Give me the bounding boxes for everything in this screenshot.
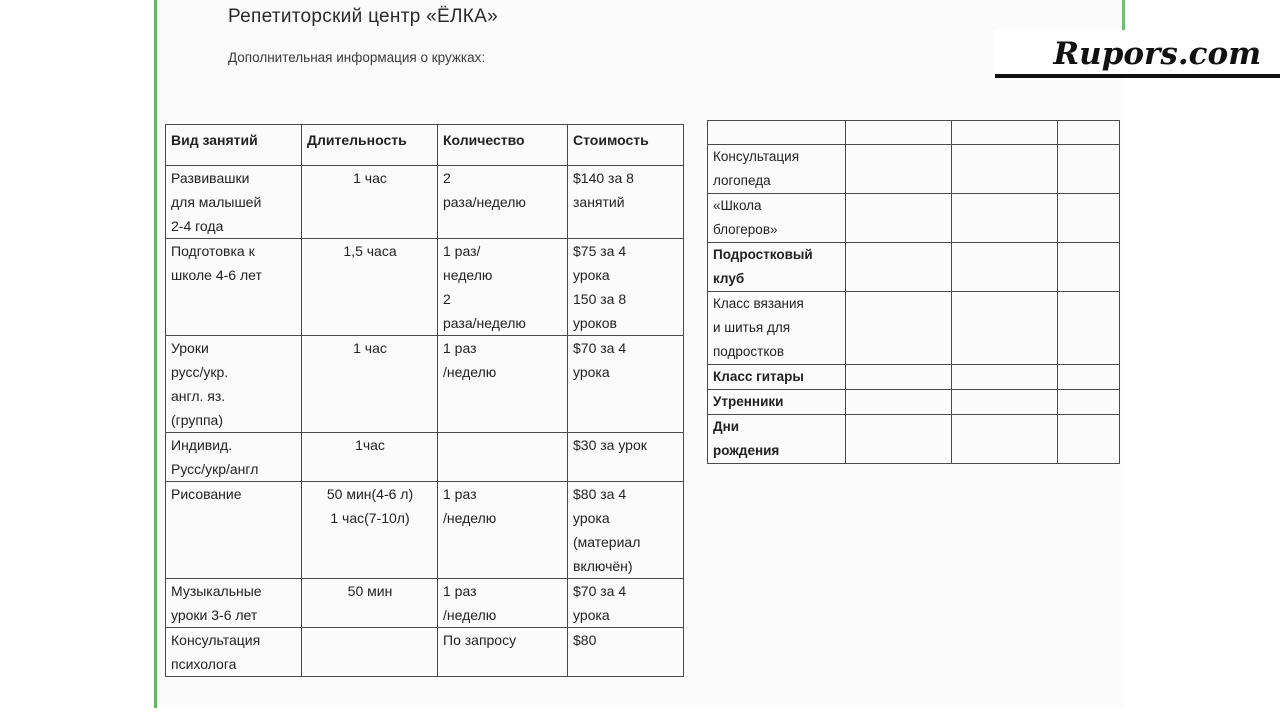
empty-cell: [952, 292, 1058, 365]
cell-activity: Подготовка к школе 4-6 лет: [166, 239, 302, 336]
table-row: [708, 243, 1120, 292]
document-subtitle: Дополнительная информация о кружках:: [228, 50, 486, 65]
table-row: [166, 239, 684, 336]
empty-cell: [846, 145, 952, 194]
empty-cell: [952, 365, 1058, 390]
table-row: [166, 166, 684, 239]
cell-price: $75 за 4 урока 150 за 8 уроков: [568, 239, 684, 336]
header-cell-duration: Длительность: [302, 125, 438, 166]
cell-activity: Музыкальные уроки 3-6 лет: [166, 579, 302, 628]
empty-cell: [1058, 390, 1120, 415]
pricing-table: [165, 124, 684, 677]
table-row: [708, 292, 1120, 365]
cell-price: $80 за 4 урока (материал включён): [568, 482, 684, 579]
cell-duration: 50 мин: [302, 579, 438, 628]
cell-quantity: 1 раз /неделю: [438, 482, 568, 579]
table-row: [708, 365, 1120, 390]
service-name-cell: «Школа блогеров»: [708, 194, 846, 243]
empty-cell: [846, 292, 952, 365]
service-name-cell: [708, 121, 846, 145]
cell-price: $70 за 4 урока: [568, 336, 684, 433]
empty-cell: [952, 390, 1058, 415]
table-row: [166, 433, 684, 482]
cell-quantity: По запросу: [438, 628, 568, 677]
service-name-cell: Утренники: [708, 390, 846, 415]
cell-activity: Консультация психолога: [166, 628, 302, 677]
service-name-cell: Класс вязания и шитья для подростков: [708, 292, 846, 365]
cell-price: $140 за 8 занятий: [568, 166, 684, 239]
empty-cell: [952, 121, 1058, 145]
cell-duration: 1час: [302, 433, 438, 482]
watermark-logo: [995, 30, 1280, 78]
cell-price: $80: [568, 628, 684, 677]
empty-cell: [846, 415, 952, 464]
table-row: [166, 336, 684, 433]
table-header-row: [166, 125, 684, 166]
empty-cell: [952, 145, 1058, 194]
empty-cell: [1058, 194, 1120, 243]
table-row: [166, 628, 684, 677]
watermark-underline: [995, 74, 1280, 78]
cell-activity: Рисование: [166, 482, 302, 579]
document-title: Репетиторский центр «ЁЛКА»: [228, 6, 498, 27]
cell-quantity: 1 раз/ неделю 2 раза/неделю: [438, 239, 568, 336]
cell-duration: 1 час: [302, 336, 438, 433]
empty-cell: [846, 243, 952, 292]
cell-quantity: 2 раза/неделю: [438, 166, 568, 239]
table-row: [708, 145, 1120, 194]
cell-duration: 1 час: [302, 166, 438, 239]
table-row: [708, 194, 1120, 243]
empty-cell: [952, 194, 1058, 243]
watermark-text: Rupors.com: [1053, 36, 1261, 72]
empty-cell: [1058, 243, 1120, 292]
cell-duration: 50 мин(4-6 л) 1 час(7-10л): [302, 482, 438, 579]
extra-services-table: [707, 120, 1120, 464]
table-row: [708, 390, 1120, 415]
table-row: [708, 121, 1120, 145]
empty-cell: [846, 365, 952, 390]
service-name-cell: Класс гитары: [708, 365, 846, 390]
empty-cell: [952, 243, 1058, 292]
cell-price: $70 за 4 урока: [568, 579, 684, 628]
empty-cell: [1058, 121, 1120, 145]
cell-quantity: 1 раз /неделю: [438, 336, 568, 433]
cell-quantity: [438, 433, 568, 482]
table-row: [166, 579, 684, 628]
service-name-cell: Дни рождения: [708, 415, 846, 464]
cell-quantity: 1 раз /неделю: [438, 579, 568, 628]
service-name-cell: Подростковый клуб: [708, 243, 846, 292]
empty-cell: [846, 121, 952, 145]
cell-duration: [302, 628, 438, 677]
empty-cell: [952, 415, 1058, 464]
empty-cell: [1058, 145, 1120, 194]
page-border-left: [154, 0, 157, 708]
service-name-cell: Консультация логопеда: [708, 145, 846, 194]
empty-cell: [1058, 292, 1120, 365]
header-cell-quantity: Количество: [438, 125, 568, 166]
header-cell-price: Стоимость: [568, 125, 684, 166]
header-cell-activity: Вид занятий: [166, 125, 302, 166]
table-row: [166, 482, 684, 579]
cell-price: $30 за урок: [568, 433, 684, 482]
table-row: [708, 415, 1120, 464]
cell-activity: Уроки русс/укр. англ. яз. (группа): [166, 336, 302, 433]
cell-activity: Индивид. Русс/укр/англ: [166, 433, 302, 482]
empty-cell: [1058, 365, 1120, 390]
cell-activity: Развивашки для малышей 2-4 года: [166, 166, 302, 239]
empty-cell: [846, 390, 952, 415]
empty-cell: [846, 194, 952, 243]
empty-cell: [1058, 415, 1120, 464]
cell-duration: 1,5 часа: [302, 239, 438, 336]
